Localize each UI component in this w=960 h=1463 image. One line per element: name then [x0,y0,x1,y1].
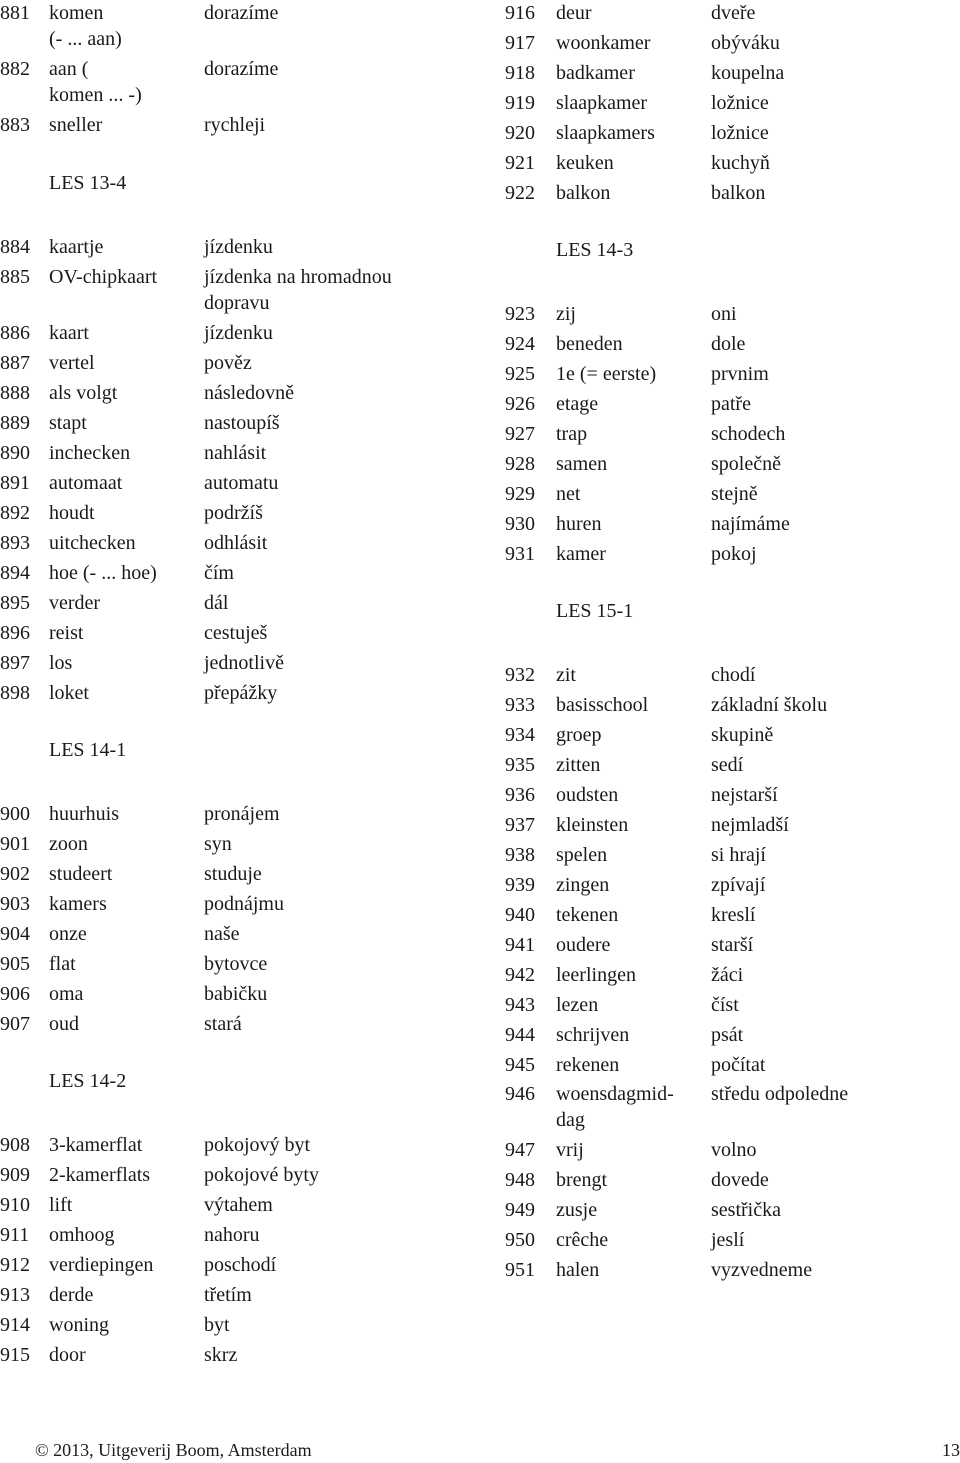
entry-number: 883 [0,114,30,136]
lesson-heading: LES 14-2 [49,1070,127,1092]
czech-translation: výtahem [204,1194,273,1216]
czech-translation: cestuješ [204,622,268,644]
dutch-word: verdiepingen [49,1254,154,1276]
dutch-word: als volgt [49,382,118,404]
czech-translation: jednotlivě [204,652,284,674]
czech-translation: společně [711,453,781,475]
entry-number: 926 [505,393,535,415]
entry-number: 896 [0,622,30,644]
czech-translation: dorazíme [204,58,279,80]
czech-translation: nejmladší [711,814,789,836]
entry-number: 951 [505,1259,535,1281]
entry-number: 928 [505,453,535,475]
dutch-word: loket [49,682,89,704]
dutch-word: zij [556,303,576,325]
czech-translation: si hrají [711,844,766,866]
entry-number: 921 [505,152,535,174]
czech-translation: psát [711,1024,744,1046]
entry-number: 919 [505,92,535,114]
czech-translation: nejstarší [711,784,778,806]
dutch-word: trap [556,423,588,445]
page-number: 13 [942,1440,960,1460]
czech-translation: dole [711,333,746,355]
entry-number: 903 [0,893,30,915]
czech-translation: babičku [204,983,268,1005]
entry-number: 930 [505,513,535,535]
dutch-word: kleinsten [556,814,629,836]
czech-translation: jízdenku [204,322,273,344]
entry-number: 885 [0,266,30,288]
entry-number: 897 [0,652,30,674]
entry-number: 916 [505,2,535,24]
entry-number: 915 [0,1344,30,1366]
entry-number: 929 [505,483,535,505]
entry-number: 950 [505,1229,535,1251]
czech-translation: jeslí [711,1229,745,1251]
czech-translation: stará [204,1013,242,1035]
czech-translation: pokoj [711,543,757,565]
dutch-word: etage [556,393,599,415]
czech-translation: obýváku [711,32,780,54]
entry-number: 886 [0,322,30,344]
entry-number: 902 [0,863,30,885]
dutch-word: los [49,652,73,674]
czech-translation: koupelna [711,62,785,84]
dutch-word: basisschool [556,694,649,716]
entry-number: 933 [505,694,535,716]
entry-number: 904 [0,923,30,945]
dutch-word: kamer [556,543,606,565]
dutch-word: zingen [556,874,610,896]
dutch-word: kamers [49,893,107,915]
czech-translation: čím [204,562,234,584]
czech-translation: základní školu [711,694,828,716]
dutch-word: spelen [556,844,608,866]
entry-number: 946 [505,1083,535,1105]
dutch-word: inchecken [49,442,131,464]
entry-number: 925 [505,363,535,385]
dutch-word: sneller [49,114,103,136]
czech-translation: nahoru [204,1224,260,1246]
dutch-word: halen [556,1259,600,1281]
czech-translation: schodech [711,423,786,445]
entry-number: 918 [505,62,535,84]
entry-number: 914 [0,1314,30,1336]
czech-translation: skrz [204,1344,238,1366]
dutch-word: zitten [556,754,601,776]
dutch-word: net [556,483,581,505]
dutch-word: beneden [556,333,623,355]
entry-number: 937 [505,814,535,836]
czech-translation: byt [204,1314,230,1336]
dutch-word: vrij [556,1139,584,1161]
czech-translation: vyzvedneme [711,1259,813,1281]
dutch-word: woonkamer [556,32,651,54]
czech-translation: prvnim [711,363,769,385]
czech-translation: patře [711,393,751,415]
czech-translation: naše [204,923,240,945]
dutch-word: deur [556,2,592,24]
entry-number: 924 [505,333,535,355]
entry-number: 917 [505,32,535,54]
czech-translation: následovně [204,382,294,404]
czech-translation: stejně [711,483,758,505]
dutch-word: omhoog [49,1224,115,1246]
czech-translation: pověz [204,352,252,374]
dutch-word: OV-chipkaart [49,266,158,288]
lesson-heading: LES 15-1 [556,600,634,622]
czech-translation: starší [711,934,754,956]
dutch-word: oud [49,1013,79,1035]
dutch-word: kaart [49,322,89,344]
dutch-word: automaat [49,472,123,494]
dutch-word: oudsten [556,784,619,806]
czech-translation: jízdenka na hromadnou dopravu [204,266,392,314]
dutch-word: schrijven [556,1024,630,1046]
dutch-word: badkamer [556,62,635,84]
entry-number: 910 [0,1194,30,1216]
entry-number: 890 [0,442,30,464]
dutch-word: uitchecken [49,532,136,554]
dutch-word: oudere [556,934,611,956]
dutch-word: zit [556,664,576,686]
dutch-word: 3-kamerflat [49,1134,143,1156]
dutch-word: groep [556,724,602,746]
czech-translation: podržíš [204,502,263,524]
czech-translation: syn [204,833,232,855]
dutch-word: verder [49,592,101,614]
dutch-word: slaapkamer [556,92,648,114]
entry-number: 887 [0,352,30,374]
czech-translation: sestřička [711,1199,781,1221]
entry-number: 891 [0,472,30,494]
dutch-word: brengt [556,1169,608,1191]
dutch-word: studeert [49,863,113,885]
entry-number: 940 [505,904,535,926]
entry-number: 911 [0,1224,30,1246]
copyright-text: © 2013, Uitgeverij Boom, Amsterdam [35,1440,312,1460]
czech-translation: číst [711,994,739,1016]
czech-translation: chodí [711,664,756,686]
czech-translation: zpívají [711,874,766,896]
entry-number: 942 [505,964,535,986]
czech-translation: pokojový byt [204,1134,311,1156]
dutch-word: stapt [49,412,87,434]
entry-number: 906 [0,983,30,1005]
entry-number: 948 [505,1169,535,1191]
dutch-word: zusje [556,1199,598,1221]
czech-translation: středu odpoledne [711,1083,849,1105]
dutch-word: derde [49,1284,94,1306]
dutch-word: komen (- ... aan) [49,2,122,50]
czech-translation: studuje [204,863,262,885]
entry-number: 936 [505,784,535,806]
dutch-word: rekenen [556,1054,620,1076]
dutch-word: lezen [556,994,599,1016]
dutch-word: slaapkamers [556,122,655,144]
dutch-word: aan ( komen ... -) [49,58,142,106]
entry-number: 901 [0,833,30,855]
dutch-word: crêche [556,1229,609,1251]
dutch-word: 1e (= eerste) [556,363,657,385]
dutch-word: tekenen [556,904,619,926]
entry-number: 934 [505,724,535,746]
czech-translation: třetím [204,1284,252,1306]
dutch-word: hoe (- ... hoe) [49,562,157,584]
czech-translation: volno [711,1139,757,1161]
dutch-word: houdt [49,502,95,524]
entry-number: 932 [505,664,535,686]
czech-translation: počítat [711,1054,766,1076]
entry-number: 943 [505,994,535,1016]
czech-translation: dveře [711,2,756,24]
dutch-word: huurhuis [49,803,119,825]
entry-number: 945 [505,1054,535,1076]
czech-translation: bytovce [204,953,268,975]
czech-translation: odhlásit [204,532,268,554]
czech-translation: poschodí [204,1254,277,1276]
czech-translation: ložnice [711,92,769,114]
dutch-word: oma [49,983,84,1005]
entry-number: 947 [505,1139,535,1161]
entry-number: 898 [0,682,30,704]
czech-translation: nastoupíš [204,412,280,434]
entry-number: 912 [0,1254,30,1276]
lesson-heading: LES 14-3 [556,239,634,261]
czech-translation: žáci [711,964,744,986]
dutch-word: onze [49,923,87,945]
entry-number: 905 [0,953,30,975]
entry-number: 913 [0,1284,30,1306]
czech-translation: sedí [711,754,744,776]
dutch-word: zoon [49,833,88,855]
entry-number: 888 [0,382,30,404]
czech-translation: nahlásit [204,442,267,464]
czech-translation: oni [711,303,737,325]
entry-number: 884 [0,236,30,258]
dutch-word: samen [556,453,608,475]
dutch-word: keuken [556,152,614,174]
dutch-word: woensdagmid- dag [556,1083,674,1131]
entry-number: 881 [0,2,30,24]
entry-number: 894 [0,562,30,584]
entry-number: 935 [505,754,535,776]
czech-translation: kuchyň [711,152,770,174]
entry-number: 889 [0,412,30,434]
lesson-heading: LES 14-1 [49,739,127,761]
lesson-heading: LES 13-4 [49,172,127,194]
entry-number: 882 [0,58,30,80]
entry-number: 931 [505,543,535,565]
dutch-word: kaartje [49,236,104,258]
entry-number: 941 [505,934,535,956]
czech-translation: skupině [711,724,774,746]
czech-translation: dál [204,592,229,614]
dutch-word: reist [49,622,84,644]
entry-number: 908 [0,1134,30,1156]
czech-translation: rychleji [204,114,266,136]
entry-number: 939 [505,874,535,896]
entry-number: 922 [505,182,535,204]
entry-number: 923 [505,303,535,325]
entry-number: 907 [0,1013,30,1035]
czech-translation: pokojové byty [204,1164,319,1186]
entry-number: 949 [505,1199,535,1221]
czech-translation: pronájem [204,803,280,825]
czech-translation: přepážky [204,682,278,704]
czech-translation: automatu [204,472,279,494]
entry-number: 909 [0,1164,30,1186]
entry-number: 920 [505,122,535,144]
entry-number: 927 [505,423,535,445]
czech-translation: ložnice [711,122,769,144]
entry-number: 938 [505,844,535,866]
dutch-word: 2-kamerflats [49,1164,151,1186]
czech-translation: balkon [711,182,766,204]
entry-number: 892 [0,502,30,524]
dutch-word: flat [49,953,76,975]
entry-number: 893 [0,532,30,554]
czech-translation: dovede [711,1169,769,1191]
dutch-word: vertel [49,352,95,374]
dutch-word: door [49,1344,86,1366]
czech-translation: najímáme [711,513,790,535]
czech-translation: kreslí [711,904,756,926]
entry-number: 944 [505,1024,535,1046]
entry-number: 895 [0,592,30,614]
page-footer [0,1440,960,1462]
czech-translation: jízdenku [204,236,273,258]
dutch-word: balkon [556,182,611,204]
dutch-word: huren [556,513,602,535]
czech-translation: dorazíme [204,2,279,24]
dutch-word: woning [49,1314,109,1336]
entry-number: 900 [0,803,30,825]
dutch-word: leerlingen [556,964,636,986]
czech-translation: podnájmu [204,893,284,915]
dutch-word: lift [49,1194,73,1216]
